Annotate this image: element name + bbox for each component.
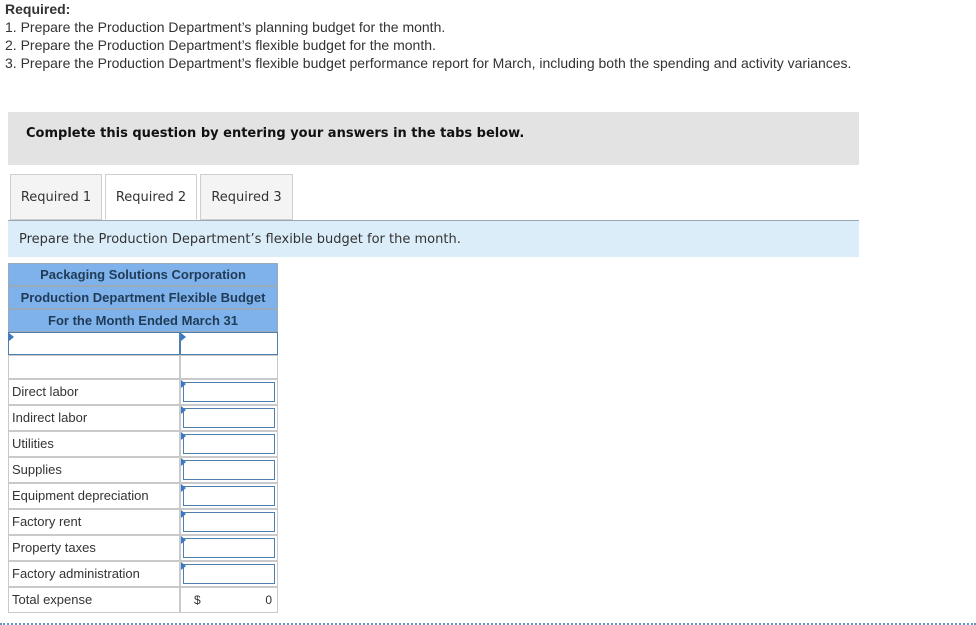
required-title: Required:: [5, 1, 71, 17]
amount-field[interactable]: [183, 512, 275, 532]
equipment-depreciation-input[interactable]: [180, 483, 278, 509]
factory-rent-input[interactable]: [180, 509, 278, 535]
tab-required-2[interactable]: Required 2: [105, 174, 197, 220]
prompt-bar: [8, 221, 859, 257]
budget-title: Production Department Flexible Budget: [8, 286, 278, 309]
company-name: Packaging Solutions Corporation: [8, 263, 278, 286]
row-label-direct-labor: Direct labor: [8, 379, 180, 405]
currency-symbol: $: [194, 593, 201, 607]
factory-administration-input[interactable]: [180, 561, 278, 587]
property-taxes-input[interactable]: [180, 535, 278, 561]
supplies-input[interactable]: [180, 457, 278, 483]
instruction-box: [8, 112, 859, 165]
total-amount: 0: [265, 593, 272, 607]
spacer-cell: [8, 355, 180, 379]
row-label-supplies: Supplies: [8, 457, 180, 483]
input-flag-icon: [181, 510, 186, 518]
row-label-utilities: Utilities: [8, 431, 180, 457]
input-flag-icon: [181, 536, 186, 544]
row-label-equipment-depreciation: Equipment depreciation: [8, 483, 180, 509]
input-flag-icon: [181, 484, 186, 492]
spacer-cell: [180, 355, 278, 379]
instruction-text: Complete this question by entering your answers in the tabs below.: [26, 126, 525, 141]
amount-field[interactable]: [183, 486, 275, 506]
amount-field[interactable]: [183, 382, 275, 402]
input-flag-icon: [181, 406, 186, 414]
amount-field[interactable]: [183, 434, 275, 454]
input-flag-icon: [181, 458, 186, 466]
row-label-indirect-labor: Indirect labor: [8, 405, 180, 431]
amount-field[interactable]: [183, 408, 275, 428]
direct-labor-input[interactable]: [180, 379, 278, 405]
required-item-2: 2. Prepare the Production Department’s flexible budget for the month.: [5, 37, 436, 53]
row-label-factory-rent: Factory rent: [8, 509, 180, 535]
row-label-property-taxes: Property taxes: [8, 535, 180, 561]
amount-field[interactable]: [183, 460, 275, 480]
row-label-factory-administration: Factory administration: [8, 561, 180, 587]
tab-required-1[interactable]: Required 1: [10, 174, 102, 220]
budget-period: For the Month Ended March 31: [8, 309, 278, 332]
required-item-3: 3. Prepare the Production Department’s flexible budget performance report for March, including both the spending and activity variances.: [5, 55, 852, 71]
prompt-text: Prepare the Production Department’s flexible budget for the month.: [19, 232, 461, 247]
required-item-1: 1. Prepare the Production Department’s planning budget for the month.: [5, 19, 446, 35]
row-label-total-expense: Total expense: [8, 587, 180, 613]
input-flag-icon: [9, 333, 14, 341]
column-header-input[interactable]: [180, 332, 278, 355]
indirect-labor-input[interactable]: [180, 405, 278, 431]
column-label-input[interactable]: [8, 332, 180, 355]
input-flag-icon: [181, 333, 186, 341]
total-expense-value: [180, 587, 278, 613]
tab-required-3[interactable]: Required 3: [200, 174, 293, 220]
amount-field[interactable]: [183, 538, 275, 558]
amount-field[interactable]: [183, 564, 275, 584]
input-flag-icon: [181, 432, 186, 440]
input-flag-icon: [181, 562, 186, 570]
utilities-input[interactable]: [180, 431, 278, 457]
input-flag-icon: [181, 380, 186, 388]
requirements: [5, 0, 905, 72]
